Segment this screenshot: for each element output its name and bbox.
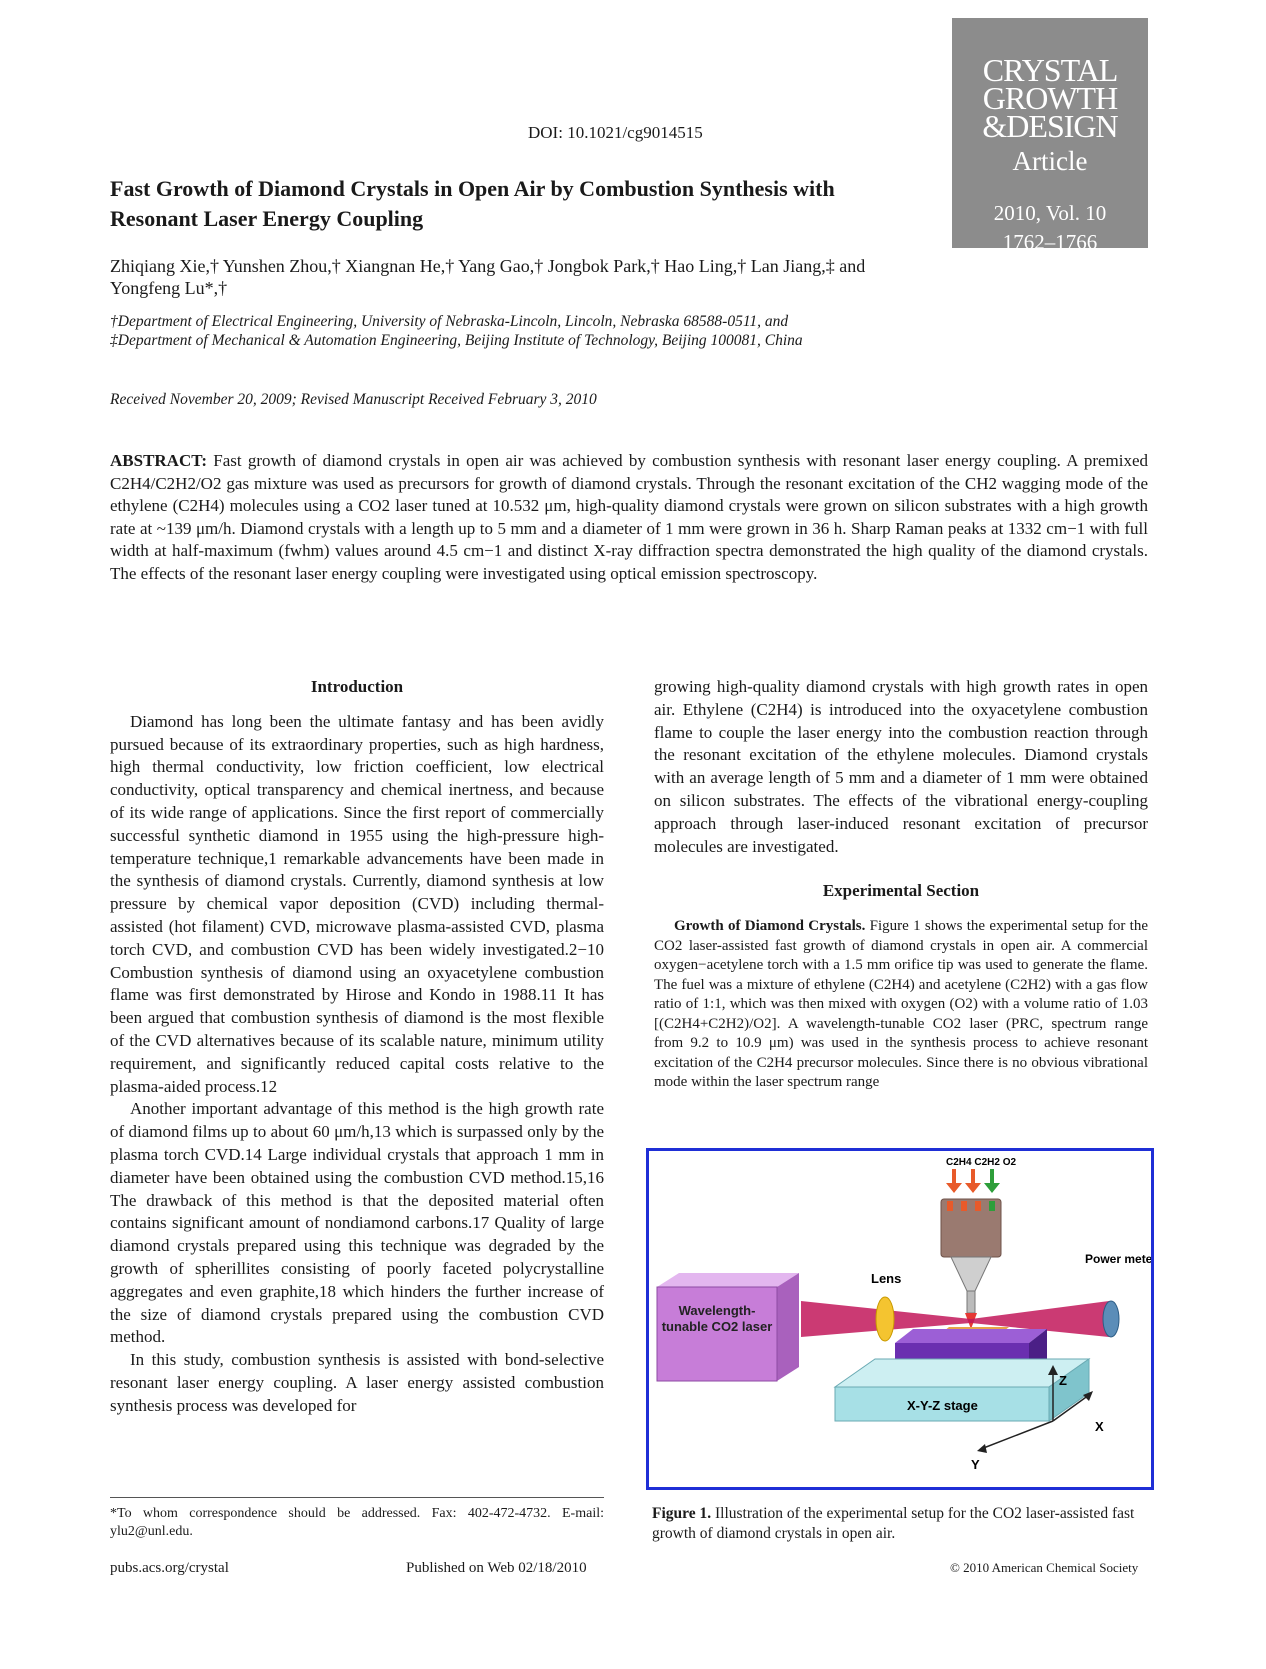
journal-line-1: CRYSTAL (982, 52, 1118, 88)
footer-copyright: © 2010 American Chemical Society (950, 1560, 1139, 1575)
footer-published: Published on Web 02/18/2010 (406, 1560, 587, 1576)
power-meter-icon (1103, 1301, 1119, 1337)
arrow-c2h4-icon (946, 1169, 962, 1193)
figure-1 (646, 1148, 1154, 1490)
torch-nozzle (951, 1257, 991, 1291)
setup-diagram (649, 1151, 1151, 1487)
abstract-text: Fast growth of diamond crystals in open air was achieved by combustion synthesis with resonant laser energy coupling. A premixed C2H4/C2H2/O2 gas mixture was used as precursors for growth of diamond crystals. Through the resonant excitation of the CH2 wagging mode of the ethylene (C2H4) molecules using a CO2 laser tuned at 10.532 μm, high-quality diamond crystals were grown on silicon substrates with a high growth rate at ~139 μm/h. Diamond crystals with a length up to 5 mm and a diameter of 1 mm were grown in 36 h. Sharp Raman peaks at 1332 cm−1 with full width at half-maximum (fwhm) values around 4.5 cm−1 and distinct X-ray diffraction spectra demonstrated the high quality of the diamond crystals. The effects of the resonant laser energy coupling were investigated using optical emission spectroscopy. (110, 451, 1149, 583)
affiliations: †Department of Electrical Engineering, University of Nebraska-Lincoln, Lincoln, Nebraska 68588-0511, and ‡Department of Mechanical & Automation Engineering, Beijing Institute of Technology, Beijing 100081, China (110, 313, 803, 349)
figure-caption (652, 1504, 1148, 1543)
journal-line-2: GROWTH (982, 80, 1118, 116)
col2-paragraph-2 (654, 917, 1148, 1093)
intro-paragraph-3: In this study, combustion synthesis is assisted with bond-selective resonant laser energy coupling. A laser energy assisted combustion synthesis process was developed for (110, 1350, 604, 1415)
right-column (654, 676, 1148, 1093)
received-dates: Received November 20, 2009; Revised Manuscript Received February 3, 2010 (110, 391, 597, 408)
volume: 2010, Vol. 10 (993, 201, 1107, 225)
axis-y-label: Y (971, 1457, 980, 1472)
journal-name (952, 52, 1148, 144)
intro-heading: Introduction (310, 677, 404, 696)
footnote-rule (110, 1497, 604, 1498)
experimental-heading: Experimental Section (822, 881, 980, 901)
laser-label: Wavelength-tunable CO2 laser (661, 1303, 773, 1334)
lens-label: Lens (871, 1271, 902, 1286)
footer-url: pubs.acs.org/crystal (110, 1560, 229, 1576)
journal-line-3: &DESIGN (982, 108, 1118, 144)
subsection-heading: Growth of Diamond Crystals. (674, 918, 866, 935)
paper-title: Fast Growth of Diamond Crystals in Open Air by Combustion Synthesis with Resonant Laser Energy Coupling (110, 176, 835, 231)
left-column (110, 676, 604, 1418)
intro-paragraph-2: Another important advantage of this method is the high growth rate of diamond films up to about 60 μm/h,13 which is surpassed only by the plasma torch CVD.14 Large individual crystals that approach 1 mm in diameter have been obtained using the combustion CVD method.15,16 The drawback of this method is that the deposited material often contains significant amount of nondiamond carbons.17 Quality of large diamond crystals prepared using this technique was degraded by the growth of spherillites consisting of poorly faceted polycrystalline aggregates and even graphite,18 which hinders the further increase of the size of diamond crystals prepared using the combustion CVD method. (110, 1099, 604, 1347)
caption-text: Illustration of the experimental setup for the CO2 laser-assisted fast growth of diamond crystals in open air. (652, 1505, 1135, 1542)
abstract-label: ABSTRACT: (110, 451, 207, 470)
volume-info (952, 199, 1148, 257)
doi: DOI: 10.1021/cg9014515 (528, 123, 703, 142)
col2-paragraph-1: growing high-quality diamond crystals with high growth rates in open air. Ethylene (C2H4) is introduced into the oxyacetylene combustion flame to couple the laser energy into the combustion reaction through the resonant excitation of the ethylene molecules. Diamond crystals with an average length of 5 mm and a diameter of 1 mm were obtained on silicon substrates. The effects of the vibrational energy-coupling approach through laser-induced resonant excitation of precursor molecules are investigated. (654, 677, 1148, 856)
journal-badge (952, 18, 1148, 254)
axis-x-label: X (1095, 1419, 1104, 1434)
correspondence-footnote: *To whom correspondence should be addressed. Fax: 402-472-4732. E-mail: ylu2@unl.edu. (110, 1506, 604, 1539)
gas-label: C2H4 C2H2 O2 (946, 1157, 1017, 1168)
article-type: Article (1012, 146, 1088, 176)
axis-z-label: Z (1059, 1373, 1067, 1388)
lens-icon (876, 1297, 894, 1341)
power-meter-label: Power meter (1085, 1252, 1151, 1266)
stage-label: X-Y-Z stage (907, 1398, 978, 1413)
arrow-o2-icon (984, 1169, 1000, 1193)
arrow-c2h2-icon (965, 1169, 981, 1193)
intro-paragraph-1: Diamond has long been the ultimate fantasy and has been avidly pursued because of its extraordinary properties, such as high hardness, high thermal conductivity, low friction coefficient, low electrical conductivity, optical transparency and chemical inertness, and because of its wide range of applications. Since the first report of commercially successful synthetic diamond in 1955 using the high-pressure high-temperature technique,1 remarkable advancements have been made in the synthesis of diamond crystals. Currently, diamond synthesis at low pressure by chemical vapor deposition (CVD) including thermal-assisted (hot filament) CVD, microwave plasma-assisted CVD, plasma torch CVD, and combustion CVD has been widely investigated.2−10 Combustion synthesis of diamond using an oxyacetylene combustion flame was first demonstrated by Hirose and Kondo in 1988.11 It has been argued that combustion synthesis of diamond is the most flexible of the CVD alternatives because of its scalable nature, minimum utility requirement, and significantly reduced capital costs relative to the plasma-aided process.12 (110, 711, 604, 1096)
author-list: Zhiqiang Xie,† Yunshen Zhou,† Xiangnan He,† Yang Gao,† Jongbok Park,† Hao Ling,† Lan Jiang,‡ and Yongfeng Lu*,† (110, 256, 866, 298)
abstract (110, 450, 1148, 585)
pages: 1762–1766 (1002, 230, 1098, 254)
experimental-text: Figure 1 shows the experimental setup for the CO2 laser-assisted fast growth of diamond crystals in open air. A commercial oxygen−acetylene torch with a 1.5 mm orifice tip was used to generate the flame. The fuel was a mixture of ethylene (C2H4) and acetylene (C2H2) with a gas flow ratio of 1:1, which was then mixed with oxygen (O2) with a volume ratio of 1.03 [(C2H4+C2H2)/O2]. A wavelength-tunable CO2 laser (PRC, spectrum range from 9.2 to 10.9 μm) was used in the synthesis process to achieve resonant excitation of the C2H4 precursor molecules. Since there is no obvious vibrational mode within the laser spectrum range (654, 918, 1148, 1091)
caption-label: Figure 1. (652, 1505, 712, 1522)
